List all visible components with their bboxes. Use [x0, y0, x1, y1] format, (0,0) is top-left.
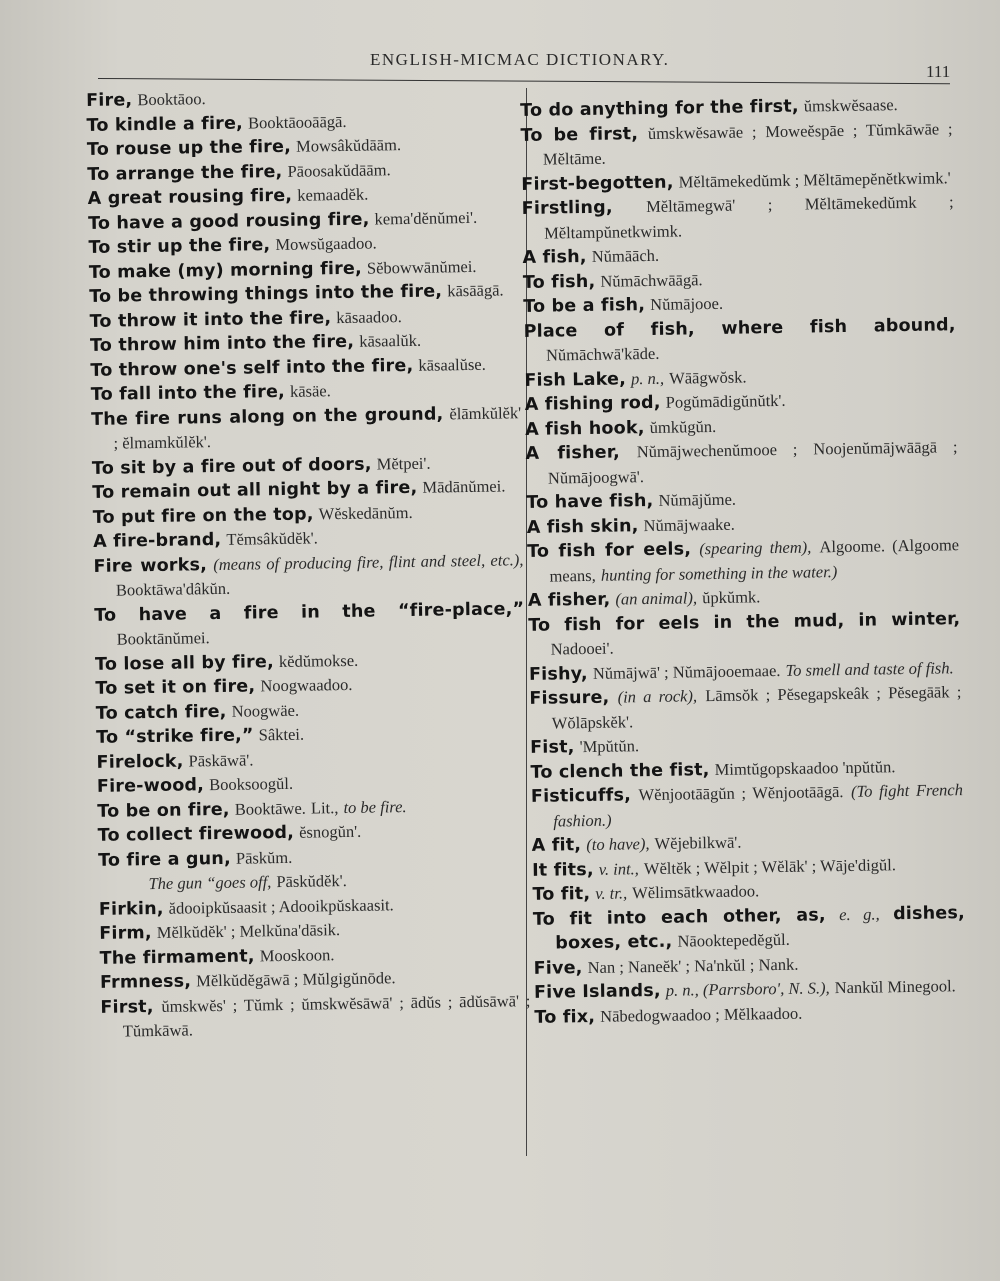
- entry-definition: Nŭmājŭme.: [658, 489, 737, 510]
- entry-note: (spearing them),: [699, 537, 812, 559]
- entry-headword: A fishing rod,: [524, 392, 661, 415]
- entry-note: (to have),: [586, 834, 650, 855]
- right-column: [520, 92, 967, 1030]
- entry-headword: Fire,: [86, 90, 133, 111]
- dictionary-entry: [94, 597, 525, 653]
- dictionary-entry: [91, 401, 522, 457]
- entry-definition: Nŭmājwaake.: [643, 514, 735, 535]
- dictionary-entry: [528, 607, 961, 663]
- entry-definition: Algoome. (Algoome means,: [549, 535, 960, 586]
- entry-definition: Nŭmājwā' ; Nŭmājooemaae.: [592, 660, 781, 683]
- entry-headword: Frmness,: [99, 971, 192, 993]
- entry-definition: Booksoogŭl.: [208, 773, 294, 795]
- entry-definition: Tĕmsâkŭdĕk'.: [226, 528, 318, 549]
- entry-headword: A fisher,: [527, 589, 611, 611]
- entry-note: e. g.,: [839, 903, 880, 924]
- entry-definition: Nŭmāāch.: [591, 245, 660, 266]
- page-number: 111: [926, 62, 951, 81]
- entry-note: (To fight French fashion.): [553, 780, 964, 831]
- entry-definition: Sĕbowwānŭmei.: [366, 256, 477, 278]
- entry-definition: Booktāooāāgā.: [247, 111, 347, 132]
- entry-definition: Sâktei.: [258, 724, 305, 745]
- entry-headword: A fisher,: [525, 442, 621, 464]
- entry-definition: ădooipkŭsaasit ; Adooikpŭskaasit.: [168, 894, 394, 918]
- entry-headword: To be a fish,: [523, 295, 646, 317]
- entry-headword: The fire runs along on the ground,: [91, 403, 444, 430]
- entry-headword: Firm,: [99, 923, 152, 944]
- entry-note: p. n., (Parrsboro', N. S.),: [665, 978, 830, 1000]
- entry-note: (in a rock),: [617, 686, 698, 707]
- entry-headword: Firkin,: [98, 898, 164, 920]
- dictionary-entry: [522, 190, 955, 246]
- dictionary-entry: [531, 778, 964, 834]
- entry-headword: To lose all by fire,: [94, 651, 274, 675]
- entry-headword: To throw him into the fire,: [89, 331, 355, 356]
- dictionary-entry: [100, 989, 531, 1045]
- entry-note: (means of producing fire, flint and steel, etc.),: [213, 549, 524, 574]
- dictionary-entry: [529, 680, 962, 736]
- entry-headword: To stir up the fire,: [88, 235, 271, 258]
- entry-definition: Wĕnjootāāgŭn ; Wĕnjootāāgā.: [638, 782, 844, 805]
- entry-headword: Fist,: [530, 737, 575, 758]
- entry-note: hunting for something in the water.): [600, 561, 838, 585]
- entry-headword: The firmament,: [99, 945, 255, 969]
- entry-headword: To clench the fist,: [530, 759, 710, 783]
- entry-definition: Pāskŭdĕk'.: [276, 871, 347, 892]
- entry-headword: To have a good rousing fire,: [87, 209, 370, 234]
- entry-headword: First-begotten,: [521, 172, 674, 195]
- entry-headword: First,: [100, 996, 154, 1018]
- entry-definition: Mowsâkŭdāām.: [295, 135, 402, 156]
- entry-definition: Mĕlkŭdĕk' ; Melkŭna'dāsik.: [156, 920, 341, 942]
- entry-definition: kāsaadoo.: [336, 306, 402, 327]
- entry-headword: Fishy,: [528, 663, 588, 685]
- entry-headword: A fish hook,: [525, 417, 645, 440]
- header-rule: [98, 78, 950, 84]
- entry-headword: To be throwing things into the fire,: [89, 281, 443, 307]
- entry-definition: kāsäe.: [289, 381, 331, 401]
- entry-headword: To fix,: [534, 1006, 596, 1028]
- dictionary-entry: [527, 533, 960, 589]
- entry-definition: Booktāwa'dâkŭn.: [115, 578, 231, 600]
- entry-definition: Booktāwe.: [234, 798, 306, 819]
- dictionary-entry: [525, 435, 958, 491]
- entry-headword: To fish for eels,: [526, 539, 692, 562]
- entry-definition: 'Mpŭtŭn.: [579, 736, 640, 757]
- entry-definition: Wĕltĕk ; Wĕlpit ; Wĕlāk' ; Wāje'digŭl.: [643, 854, 897, 878]
- entry-definition: Wĕlimsātkwaadoo.: [632, 881, 760, 903]
- entry-headword: Five Islands,: [533, 980, 661, 1003]
- entry-note: to be fire.: [343, 796, 407, 817]
- entry-headword: To sit by a fire out of doors,: [91, 454, 372, 479]
- entry-headword: Fire works,: [93, 554, 208, 577]
- entry-definition: Booktāoo.: [137, 89, 206, 110]
- entry-definition: Pāoosakŭdāām.: [287, 159, 391, 181]
- entry-definition: Pāskŭm.: [235, 847, 293, 868]
- entry-headword: A fit,: [531, 835, 582, 856]
- entry-headword: To be on fire,: [97, 799, 230, 822]
- entry-note: v. int.,: [598, 858, 639, 879]
- entry-definition: Booktānŭmei.: [116, 628, 210, 649]
- entry-definition: Wĕskedānŭm.: [318, 502, 413, 523]
- entry-definition: Mādānŭmei.: [422, 476, 506, 497]
- entry-definition: Mĕltāmekedŭmk ; Mĕltāmepĕnĕtkwimk.': [678, 167, 951, 192]
- entry-definition: Nŭmāchwāāgā.: [600, 269, 703, 291]
- entry-headword: Five,: [533, 957, 583, 979]
- entry-note: p. n.,: [630, 368, 665, 388]
- entry-headword: To fall into the fire,: [90, 381, 286, 405]
- entry-headword: To remain out all night by a fire,: [92, 477, 418, 503]
- entry-definition: Nŭmāchwā'kāde.: [545, 343, 660, 365]
- entry-headword: To do anything for the first,: [520, 96, 799, 121]
- entry-headword: To set it on fire,: [95, 676, 256, 699]
- entry-definition: Mimtŭgopskaadoo 'npŭtŭn.: [714, 756, 896, 779]
- entry-headword: To fish for eels in the mud, in winter,: [528, 608, 961, 636]
- entry-definition: Pogŭmādigŭnŭtk'.: [665, 390, 786, 412]
- entry-note: The gun “goes off,: [148, 872, 272, 894]
- entry-definition: ŭmskwĕs' ; Tŭmk ; ŭmskwĕsāwā' ; ādŭs ; ādŭsāwā' ; Tŭmkāwā.: [122, 990, 531, 1041]
- entry-headword: To rouse up the fire,: [86, 136, 292, 160]
- entry-headword: To “strike fire,”: [96, 725, 254, 748]
- entry-definition: Nŭmājooe.: [650, 293, 724, 314]
- dictionary-entry: [533, 901, 966, 957]
- entry-definition: Mĕlkŭdĕgāwā ; Mŭlgigŭnōde.: [196, 968, 396, 991]
- entry-definition: Nāooktepedĕgŭl.: [677, 929, 790, 951]
- entry-headword: Fire-wood,: [96, 775, 205, 797]
- entry-headword: To make (my) morning fire,: [88, 258, 363, 283]
- entry-definition: ŭmskwĕsaase.: [803, 95, 898, 116]
- entry-definition: Nābedogwaadoo ; Mĕlkaadoo.: [600, 1003, 803, 1026]
- entry-definition: kĕdŭmokse.: [278, 650, 359, 671]
- entry-headword: To have a fire in the “fire-place,”: [94, 598, 525, 626]
- entry-note: To smell and taste of fish.: [785, 657, 954, 680]
- entry-note: (an animal),: [615, 588, 698, 609]
- entry-definition: ŭpkŭmk.: [701, 587, 761, 608]
- entry-definition: ĕsnogŭn'.: [298, 821, 362, 842]
- entry-headword: Firstling,: [521, 197, 613, 219]
- entry-definition: Lāmsŏk ; Pĕsegapskeâk ; Pĕsegāāk ; Wŏlāpskĕk'.: [551, 682, 962, 733]
- entry-definition: kāsāāgā.: [447, 280, 504, 301]
- entry-headword: It fits,: [531, 859, 594, 881]
- entry-headword: A fish skin,: [526, 515, 639, 538]
- entry-headword: To catch fire,: [95, 701, 227, 724]
- entry-definition: Nan ; Naneĕk' ; Na'nkŭl ; Nank.: [587, 954, 799, 977]
- entry-definition: Nŭmājwechenŭmooe ; Noojenŭmājwāāgā ; Nŭmājoogwā'.: [547, 437, 958, 488]
- dictionary-entry: [523, 313, 956, 369]
- entry-definition: Noogwaadoo.: [260, 674, 353, 696]
- entry-headword: To kindle a fire,: [86, 113, 244, 136]
- entry-headword: A great rousing fire,: [87, 185, 293, 209]
- entry-headword: To fish,: [522, 271, 596, 293]
- entry-headword: Fissure,: [529, 687, 610, 709]
- entry-headword: To arrange the fire,: [87, 161, 283, 185]
- entry-headword: dishes, boxes, etc.,: [555, 902, 965, 954]
- entry-headword: To put fire on the top,: [92, 503, 314, 528]
- entry-definition: Nadooei'.: [550, 638, 614, 659]
- entry-headword: To fit into each other, as,: [532, 904, 826, 930]
- entry-definition: ĕlāmkŭlĕk' ; ĕlmamkŭlĕk'.: [113, 402, 522, 453]
- entry-definition: Noogwäe.: [231, 700, 300, 721]
- entry-headword: To throw one's self into the fire,: [90, 355, 414, 381]
- dictionary-entry: [520, 117, 953, 173]
- entry-headword: Fish Lake,: [524, 368, 627, 391]
- entry-definition: Nankŭl Minegool.: [834, 976, 956, 998]
- running-head: ENGLISH-MICMAC DICTIONARY.: [370, 50, 670, 69]
- entry-headword: To fit,: [532, 883, 591, 905]
- entry-definition: Wĕjebilkwā'.: [654, 832, 742, 853]
- entry-headword: To have fish,: [526, 490, 654, 513]
- entry-headword: To throw it into the fire,: [89, 307, 332, 332]
- entry-definition: kema'dĕnŭmei'.: [374, 207, 478, 228]
- entry-definition: kemaadĕk.: [297, 184, 369, 205]
- entry-headword: To be first,: [520, 123, 639, 146]
- entry-definition: Mĕltāmegwā' ; Mĕltāmekedŭmk ; Mĕltampŭnetkwimk.: [543, 192, 954, 243]
- entry-definition: Lit.,: [310, 797, 339, 818]
- entry-headword: To fire a gun,: [97, 848, 231, 871]
- entry-definition: kāsaalŭse.: [418, 354, 486, 375]
- left-column: [86, 82, 531, 1044]
- entry-headword: A fire-brand,: [92, 529, 222, 552]
- entry-definition: Mĕtpei'.: [376, 453, 431, 473]
- entry-definition: kāsaalŭk.: [359, 330, 422, 351]
- entry-headword: Firelock,: [96, 751, 184, 773]
- entry-headword: To collect firewood,: [97, 822, 295, 846]
- entry-definition: Mowsŭgaadoo.: [275, 233, 377, 255]
- entry-headword: A fish,: [522, 246, 587, 268]
- entry-definition: Wāāgwŏsk.: [669, 366, 747, 388]
- entry-headword: Fisticuffs,: [530, 785, 632, 807]
- entry-definition: Pāskāwā'.: [188, 749, 254, 770]
- dictionary-entry: [93, 548, 524, 604]
- entry-definition: Mooskoon.: [259, 944, 335, 965]
- entry-headword: Place of fish, where fish abound,: [523, 314, 956, 342]
- entry-definition: ŭmkŭgŭn.: [649, 416, 717, 437]
- entry-definition: ŭmskwĕsawāe ; Moweĕspāe ; Tŭmkāwāe ; Mĕltāme.: [542, 118, 953, 169]
- entry-note: v. tr.,: [595, 883, 628, 903]
